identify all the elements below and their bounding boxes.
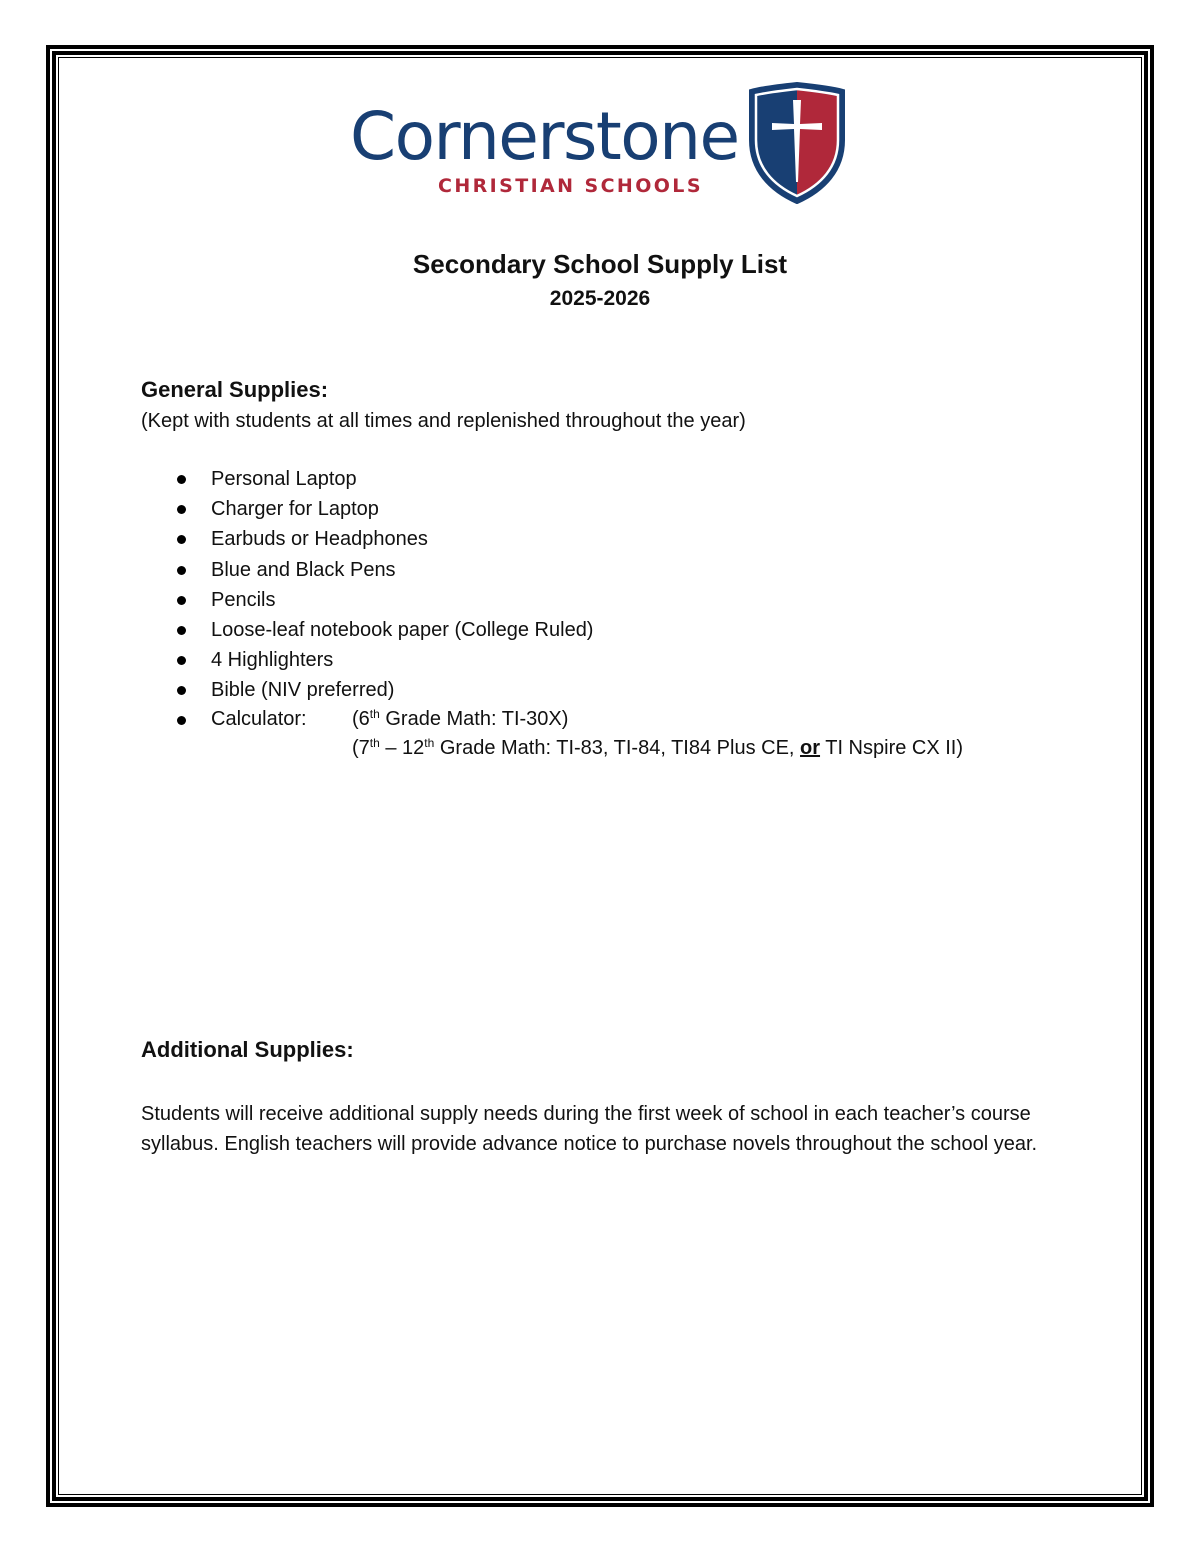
additional-supplies-text: Students will receive additional supply needs during the first week of school in each teacher’s course syllabus. English teachers will provide advance notice to purchase novels throughout the school year. xyxy=(141,1103,1038,1155)
page-title: Secondary School Supply List xyxy=(412,249,788,279)
bullet-icon xyxy=(177,626,186,635)
bullet-icon xyxy=(177,566,186,575)
shield-cross-icon xyxy=(748,82,846,204)
bullet-icon xyxy=(177,596,186,605)
general-supplies-heading: General Supplies: xyxy=(141,377,329,402)
calculator-line-7-12: (7th – 12th Grade Math: TI-83, TI-84, TI84 Plus CE, or TI Nspire CX II) xyxy=(352,736,964,759)
additional-supplies-heading: Additional Supplies: xyxy=(141,1037,354,1062)
calculator-item xyxy=(0,705,1200,765)
bullet-icon xyxy=(177,475,186,484)
school-logo xyxy=(350,82,850,207)
logo-wordmark: Cornerstone xyxy=(350,98,739,175)
calculator-line-6th: (6th Grade Math: TI-30X) xyxy=(352,707,569,730)
calculator-label: Calculator: xyxy=(211,708,307,730)
general-supplies-note: (Kept with students at all times and replenished throughout the year) xyxy=(141,410,746,432)
school-year: 2025-2026 xyxy=(549,287,651,310)
bullet-icon xyxy=(177,716,186,725)
logo-tagline: CHRISTIAN SCHOOLS xyxy=(438,175,703,197)
